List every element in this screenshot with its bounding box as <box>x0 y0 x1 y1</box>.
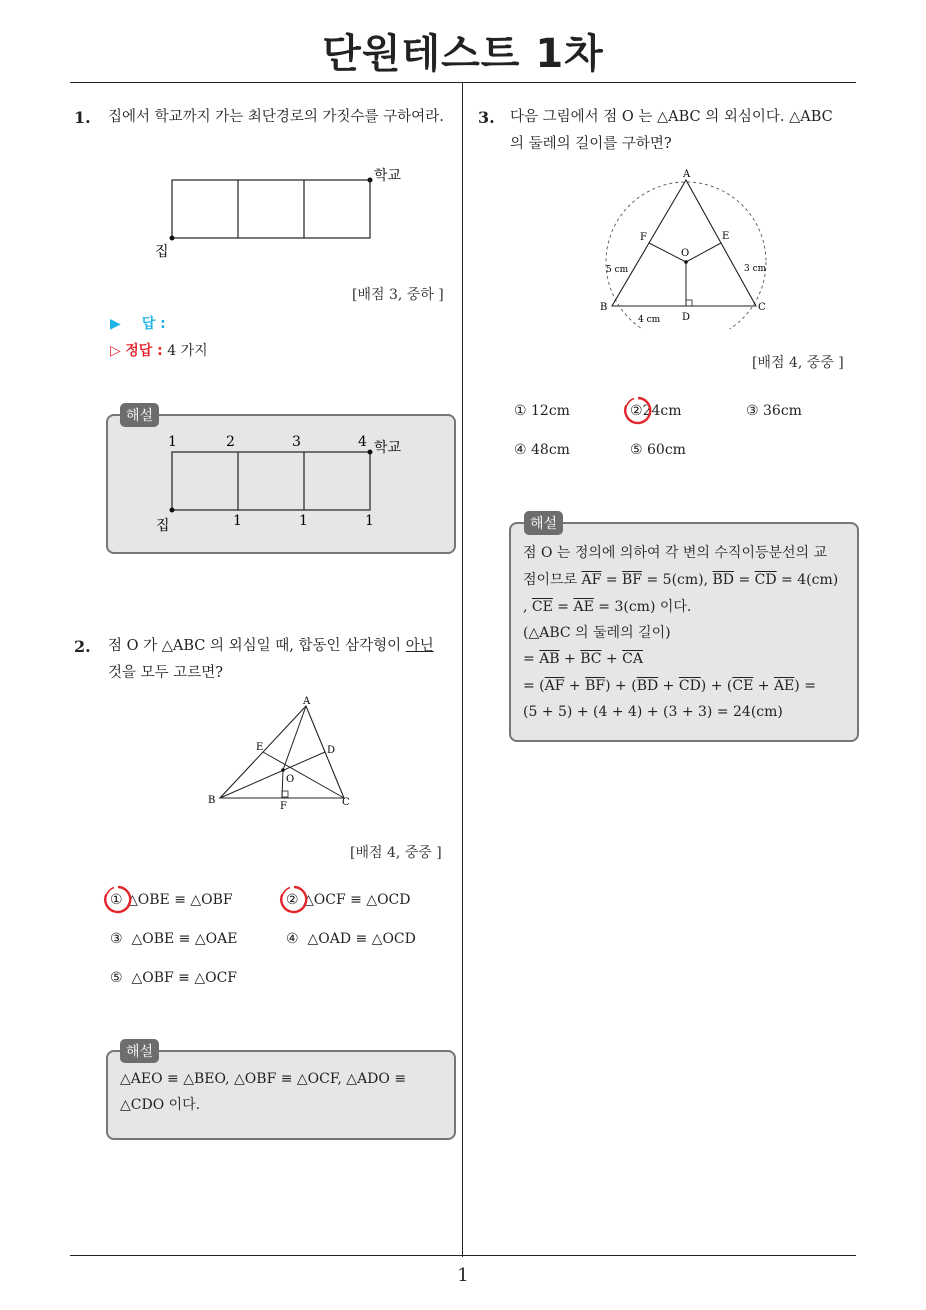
svg-text:B: B <box>208 795 216 806</box>
q1-answer-row <box>110 313 166 333</box>
q2-choice-5[interactable]: ⑤ △OBF ≡ △OCF <box>110 970 238 986</box>
q2-score: [배점 4, 중중 ] <box>350 845 442 861</box>
correct-label: 정답 : <box>125 343 163 359</box>
q2-text-line2: 것을 모두 고르면? <box>108 665 224 681</box>
q3-text-line1: 다음 그림에서 점 O 는 △ABC 의 외심이다. △ABC <box>510 109 833 125</box>
q3-choice-2[interactable]: ②24cm <box>630 403 682 419</box>
q2-triangle-figure <box>200 690 370 815</box>
top-rule <box>70 82 856 83</box>
q3-text-line2: 의 둘레의 길이를 구하면? <box>510 136 672 152</box>
q3-choice-3[interactable]: ③ 36cm <box>746 403 802 419</box>
svg-text:1: 1 <box>365 513 374 529</box>
q2-choice-2[interactable]: ② △OCF ≡ △OCD <box>286 892 411 908</box>
svg-text:B: B <box>600 302 608 313</box>
q2-choice-4[interactable]: ④ △OAD ≡ △OCD <box>286 931 416 947</box>
q3-explain-line2: 점이므로 $\overline{AF} = \overline{BF} = 5(cm)$, $\overline{BD} = \overline{CD} = 4(cm)$ <box>523 572 839 588</box>
q2-explanation-box <box>106 1050 456 1140</box>
svg-text:1: 1 <box>299 513 308 529</box>
q1-correct-row <box>110 340 208 360</box>
q2-choice-1[interactable]: ① △OBE ≡ △OBF <box>110 892 233 908</box>
q1-home-label: 집 <box>155 244 169 260</box>
q1-school-label: 학교 <box>374 168 402 184</box>
svg-text:D: D <box>682 312 691 323</box>
svg-text:C: C <box>342 797 350 808</box>
svg-text:5 cm: 5 cm <box>606 265 629 275</box>
q3-number: 3. <box>478 108 495 127</box>
svg-text:3 cm: 3 cm <box>744 264 767 274</box>
svg-text:F: F <box>280 801 287 812</box>
svg-text:A: A <box>303 696 311 707</box>
q3-selected-circle-icon <box>622 395 654 427</box>
svg-text:4 cm: 4 cm <box>638 315 661 325</box>
q2-explain-line2: △CDO 이다. <box>120 1097 201 1113</box>
q1-explain-school-label: 학교 <box>374 440 402 456</box>
q2-explain-line1: △AEO ≡ △BEO, △OBF ≡ △OCF, △ADO ≡ <box>120 1071 407 1087</box>
answer-label: 답 : <box>141 316 166 332</box>
q3-triangle-figure <box>598 164 778 329</box>
q1-explanation-box <box>106 414 456 554</box>
q2-selected-circle-icon <box>278 884 310 916</box>
q1-explain-figure <box>148 430 448 540</box>
q2-explanation-tag: 해설 <box>120 1039 159 1063</box>
bottom-rule <box>70 1255 856 1256</box>
svg-text:A: A <box>683 169 691 180</box>
correct-marker-icon: ▷ <box>110 343 121 359</box>
q1-grid-figure <box>150 160 420 270</box>
q3-explanation-tag: 해설 <box>524 511 563 535</box>
svg-text:O: O <box>286 774 295 785</box>
q1-text: 집에서 학교까지 가는 최단경로의 가짓수를 구하여라. <box>108 109 444 125</box>
q1-explain-home-label: 집 <box>156 518 170 534</box>
q3-explanation-box <box>509 522 859 742</box>
q2-selected-circle-icon <box>102 884 134 916</box>
svg-text:2: 2 <box>226 434 235 450</box>
q2-text-line1: 점 O 가 △ABC 의 외심일 때, 합동인 삼각형이 아닌 <box>108 638 434 654</box>
svg-text:E: E <box>256 742 264 753</box>
q3-explain-line7: (5 + 5) + (4 + 4) + (3 + 3) = 24(cm) <box>523 704 783 720</box>
q2-underlined-word: 아닌 <box>405 638 434 654</box>
q3-choice-4[interactable]: ④ 48cm <box>514 442 570 458</box>
q2-number: 2. <box>74 637 91 656</box>
correct-value: 4 가지 <box>167 343 208 359</box>
q3-explain-line5: = $\overline{AB} + \overline{BC} + \overline{CA}$ <box>523 651 643 667</box>
q3-explain-line1: 점 O 는 정의에 의하여 각 변의 수직이등분선의 교 <box>523 545 828 561</box>
svg-text:1: 1 <box>233 513 242 529</box>
q1-score: [배점 3, 중하 ] <box>352 287 444 303</box>
q3-choice-5[interactable]: ⑤ 60cm <box>630 442 686 458</box>
q1-explanation-tag: 해설 <box>120 403 159 427</box>
q2-choice-3[interactable]: ③ △OBE ≡ △OAE <box>110 931 238 947</box>
svg-text:C: C <box>758 302 766 313</box>
q3-choice-1[interactable]: ① 12cm <box>514 403 570 419</box>
q3-explain-line6: = $(\overline{AF} + \overline{BF}) + (\overline{BD} + \overline{CD}) + (\overline{CE} + \overline{AE})$ = <box>523 678 816 694</box>
page-number: 1 <box>457 1265 469 1286</box>
svg-text:F: F <box>640 232 647 243</box>
svg-text:4: 4 <box>358 434 367 450</box>
svg-text:E: E <box>722 231 730 242</box>
answer-marker-icon: ▶ <box>110 316 121 332</box>
q1-number: 1. <box>74 108 91 127</box>
svg-text:3: 3 <box>292 434 301 450</box>
svg-text:O: O <box>681 248 690 259</box>
page-title: 단원테스트 1차 <box>322 31 604 77</box>
q3-explain-line4: (△ABC 의 둘레의 길이) <box>523 625 671 641</box>
column-divider <box>462 82 463 1257</box>
q3-explain-line3: , $\overline{CE} = \overline{AE} = 3(cm)$ 이다. <box>523 599 692 615</box>
svg-text:1: 1 <box>168 434 177 450</box>
q3-score: [배점 4, 중중 ] <box>752 355 844 371</box>
svg-text:D: D <box>327 745 336 756</box>
